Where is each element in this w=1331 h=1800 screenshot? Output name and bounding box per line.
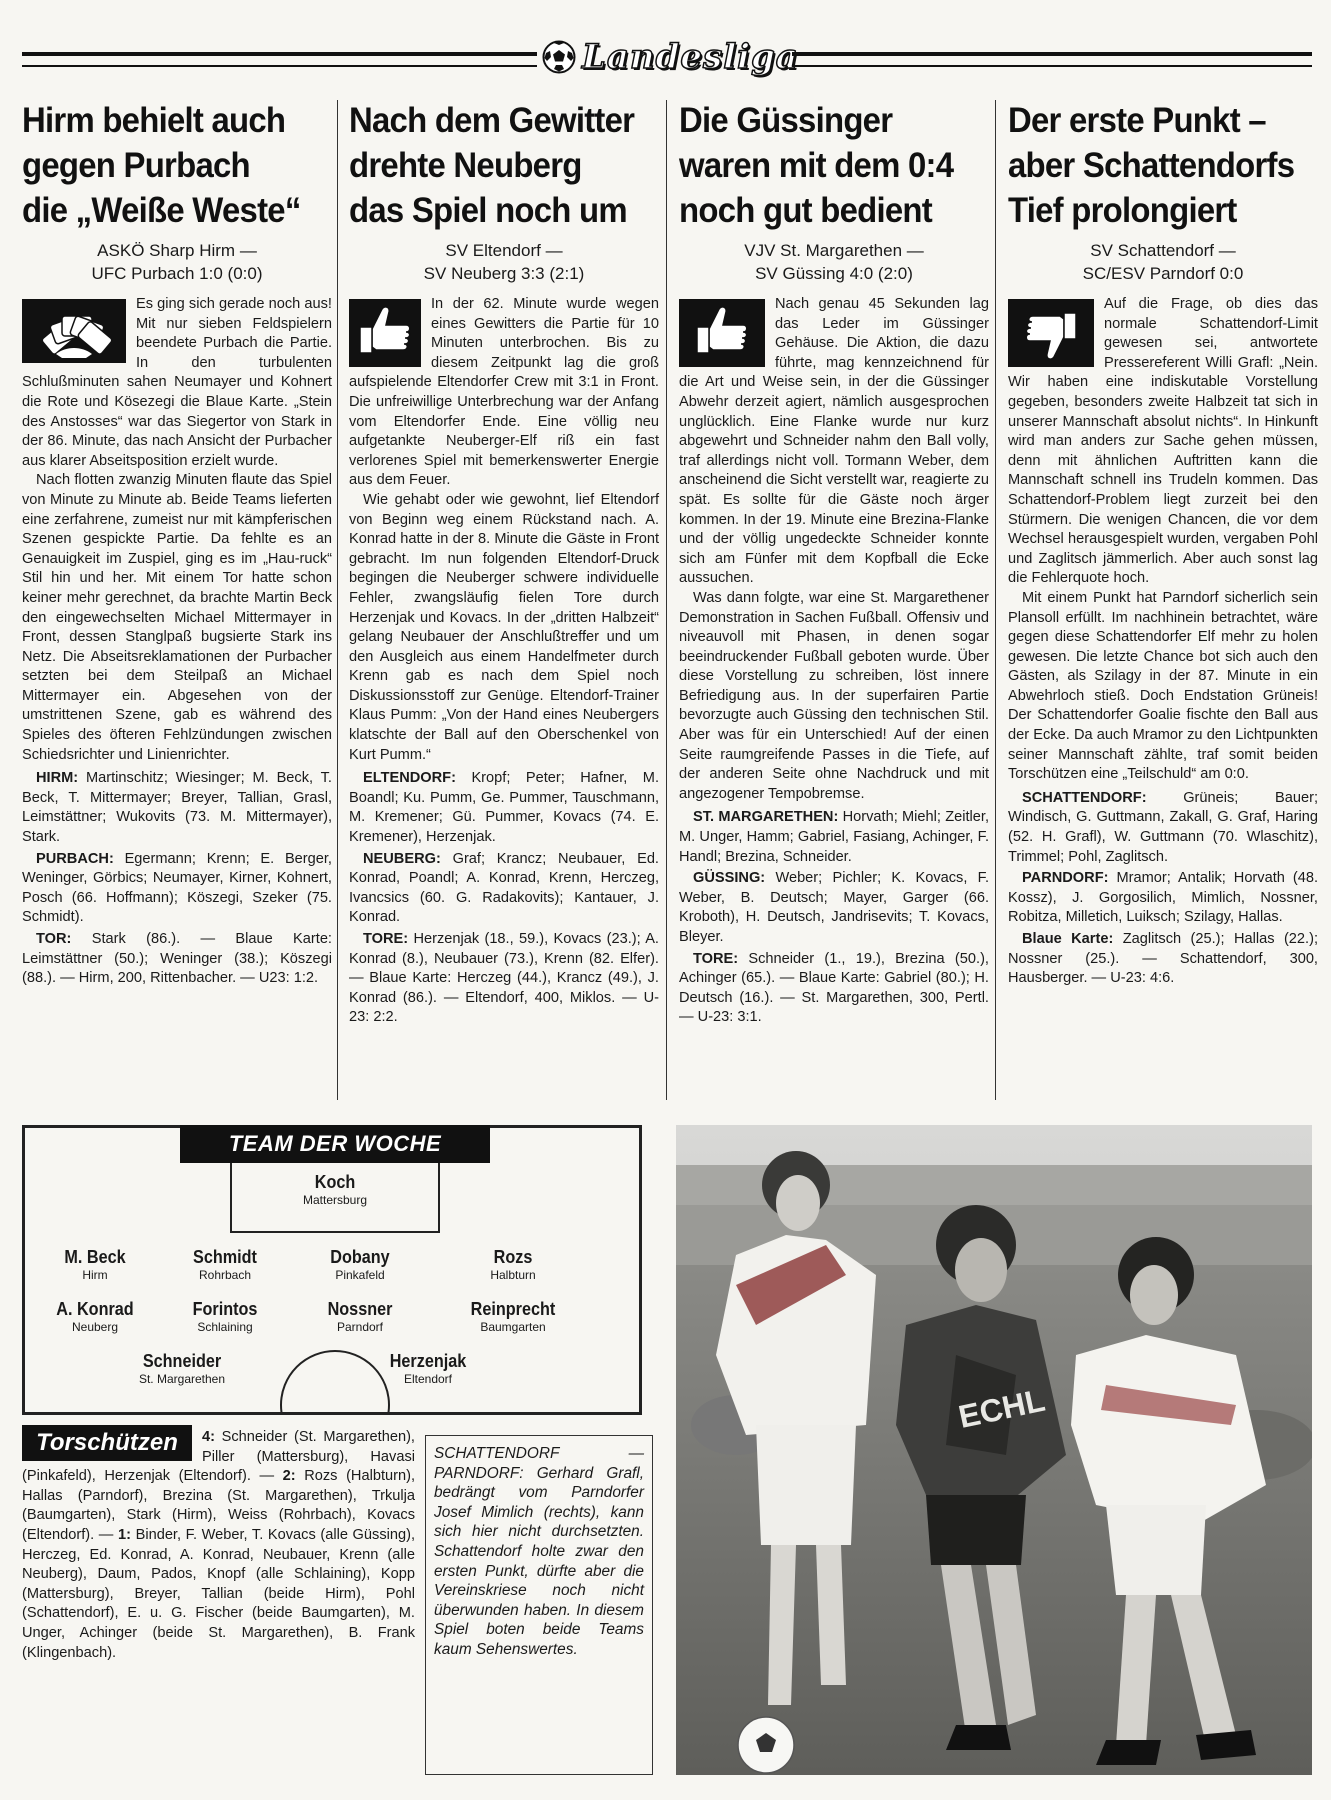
article-schattendorf-parndorf <box>1008 98 1318 991</box>
article-paragraph: Was dann folgte, war eine St. Margarethener Demonstration in Sachen Fußball. Offensiv und niveauvoll mit Phasen, in denen sogar beeindruckender Fußball geboten wurde. Über diese Vorstellung zu schreiben, löst innere Befriedigung aus. In der superfairen Partie bevorzugte auch Güssing den technischen Stil. Aber was für ein Unterschied! Auf der einen Seite raumgreifende Passes in die Tiefe, auf der anderen Seite ohne Nachdruck und mit angezogener Tempobremse. <box>679 589 989 802</box>
team-of-the-week <box>22 1125 642 1415</box>
column-divider <box>666 100 667 1100</box>
player-name: Schneider <box>142 1351 222 1371</box>
player-name: Herzenjak <box>389 1351 467 1371</box>
thumbs-up-icon <box>679 299 765 367</box>
banner-title: Landesliga <box>582 37 799 77</box>
scorer-names: Binder, F. Weber, T. Kovacs (alle Güssing), Herczeg, Ed. Konrad, A. Konrad, Neubauer, Krenn (alle Neuberg), Daum, Pados, Knopf (alle Schlaining), Kopp (Mattersburg), Breyer, Tallian (beide Hirm), Pohl (Schattendorf), E. u. G. Fischer (beide Baumgarten), M. Unger, Achinger (beide St. Margarethen), B. Frank (Klingenbach). <box>22 1526 416 1661</box>
match-result <box>1008 239 1318 285</box>
lineup-label: ELTENDORF: <box>363 770 456 787</box>
player-club: Rohrbach <box>198 1268 252 1282</box>
match-home: SV Eltendorf — <box>445 241 563 260</box>
lineup-label: GÜSSING: <box>693 870 766 887</box>
goal-count-label: 2: <box>282 1468 296 1485</box>
player-name: A. Konrad <box>56 1299 134 1319</box>
lineup-text: Weber; Pichler; K. Kovacs, F. Weber, B. Deutsch; Mayer, Garger (66. Kroboth), H. Deutsch, Jandrisevits; T. Kovacs, Bleyer. <box>679 870 989 945</box>
lineup-label: TOR: <box>36 931 72 947</box>
goals-summary <box>22 930 332 989</box>
lineup-parndorf <box>1008 869 1318 928</box>
photo-caption-box <box>425 1435 653 1775</box>
player-club: Hirm <box>82 1268 108 1282</box>
cards-summary <box>1008 930 1318 989</box>
lineup-label: PURBACH: <box>36 850 114 867</box>
player-club: Eltendorf <box>403 1372 453 1386</box>
player-defender <box>275 1246 445 1283</box>
lineup-schattendorf <box>1008 789 1318 867</box>
team-of-week-title: TEAM DER WOCHE <box>180 1125 490 1163</box>
match-result <box>22 239 332 285</box>
player-defender <box>428 1246 598 1283</box>
goals-summary <box>349 930 659 1028</box>
article-paragraph: In der 62. Minute wurde wegen eines Gewitters die Partie für 10 Minuten unterbrochen. Bis zu diesem Zeitpunkt lag die groß aufspielende Eltendorfer Crew mit 3:1 in Front. Die unfreiwillige Unterbrechung war der Anfang vom Eltendorfer Ende. Eine völlig neu aufgetankte Neuberger-Elf riß ein fast verlorenes Spiel mit bemerkenswerter Energie aus dem Feuer. <box>349 296 659 489</box>
article-headline: Hirm behielt auch gegen Purbach die „Weiße Weste“ <box>22 101 301 230</box>
article-headline: Nach dem Gewitter drehte Neuberg das Spiel noch um <box>349 101 635 230</box>
lineups <box>1008 789 1318 989</box>
article-body <box>22 295 332 765</box>
lineup-label: PARNDORF: <box>1022 870 1109 887</box>
player-name: Forintos <box>192 1299 258 1319</box>
lineups <box>349 769 659 1028</box>
lineup-text: Stark (86.). — Blaue Karte: Leimstättner (50.); Weninger (38.); Köszegi (88.). — Hirm, 200, Rittenbacher. — U23: 1:2. <box>22 931 332 987</box>
match-score: SV Güssing 4:0 (2:0) <box>755 264 913 283</box>
match-photo <box>676 1125 1312 1775</box>
article-headline: Die Güssinger waren mit dem 0:4 noch gut bedient <box>679 101 954 230</box>
player-name: Schmidt <box>193 1247 257 1267</box>
lineup-label: NEUBERG: <box>363 850 441 867</box>
article-paragraph: Auf die Frage, ob dies das normale Schattendorf-Limit gewesen sei, antwortete Pressereferent Willi Grafl: „Nein. Wir haben eine indiskutable Vorstellung gegeben, besonders zweite Halbzeit tat sich in unserer Mannschaft absolut nichts“. In Hinkunft wird man anders zur Sache gehen müssen, denn mit ähnlichen Auftritten kann die Mannschaft schnell ins Trudeln kommen. Das Schattendorf-Problem liegt zurzeit bei den Stürmern. Die wenigen Chancen, die vor dem Wechsel herausgespielt wurden, vergaben Pohl und Zaglitsch jämmerlich. Aber auch sonst lag die Fehlerquote hoch. <box>1008 296 1318 587</box>
lineup-text: Kropf; Peter; Hafner, M. Boandl; Ku. Pumm, Ge. Pummer, Tauschmann, M. Kremener; Gü. Pummer, Kovacs (74. E. Kremener), Herzenjak. <box>349 770 659 846</box>
article-margarethen-guessing <box>679 98 989 1030</box>
player-name: Reinprecht <box>470 1299 556 1319</box>
fan-icon <box>22 299 126 363</box>
article-paragraph: Nach flotten zwanzig Minuten flaute das Spiel von Minute zu Minute ab. Beide Teams lieferten eine zerfahrene, zumeist nur mit kämpferischen Szenen gespickte Partie. Da fehlte es an Genauigkeit im Zuspiel, ging es im „Hau-ruck“ Stil hin und her. Mit einem Tor hatte schon keiner mehr gerechnet, da brachte Martin Beck den eingewechselten Michael Mittermayer in Front, dessen Stanglpaß bugsierte Stark ins Netz. Die Abseitsreklamationen der Purbacher setzten bei dem Steilpaß an Michael Mittermayer ein. Abgesehen von der umstrittenen Szene, gab es während des Spieles des öfteren Fehlzündungen zwischen Schiedsrichter und Linienrichter. <box>22 472 332 763</box>
lineup-label: HIRM: <box>36 770 79 787</box>
lineup-label: ST. MARGARETHEN: <box>693 809 839 826</box>
player-name: Rozs <box>493 1247 533 1267</box>
lineup-margarethen <box>679 808 989 867</box>
lineup-text: Schneider (1., 19.), Brezina (50.), Achinger (65.). — Blaue Karte: Gabriel (80.); H. Deutsch (16.). — St. Margarethen, 300, Pertl. — U-23: 3:1. <box>679 950 989 1026</box>
match-home: VJV St. Margarethen — <box>744 241 924 260</box>
top-scorers-title: Torschützen <box>22 1425 192 1461</box>
article-paragraph: Es ging sich gerade noch aus! Mit nur sieben Feldspielern beendete Purbach die Partie. In den turbulenten Schlußminuten sahen Neumayer und Kohnert die Rote und Kösezegi die Blaue Karte. „Stein des Anstosses“ war das Siegertor von Stark in der 86. Minute, das nach Ansicht der Purbacher aus klarer Abseitsposition erzielt wurde. <box>22 296 332 469</box>
article-body <box>1008 295 1318 785</box>
player-goalkeeper <box>250 1171 420 1208</box>
lineup-label: TORE: <box>363 931 409 947</box>
article-hirm-purbach <box>22 98 332 991</box>
player-forward <box>97 1350 267 1387</box>
player-name: M. Beck <box>64 1247 126 1267</box>
lineup-label: Blaue Karte: <box>1022 931 1114 947</box>
player-club: Pinkafeld <box>335 1268 385 1282</box>
player-club: Neuberg <box>71 1320 119 1334</box>
banner-rule-left <box>22 52 537 67</box>
scorer-names: Rozs (Halbturn), Hallas (Parndorf), Brezina (St. Margarethen), Trkulja (Baumgarten), Stark (Hirm), Weiss (Rohrbach), Kovacs (Eltendorf). — <box>22 1468 416 1543</box>
lineups <box>22 769 332 989</box>
scorer-names: Schneider (St. Margarethen), Piller (Mattersburg), Havasi (Pinkafeld), Herzenjak (Eltendorf). — <box>22 1429 415 1485</box>
lineup-text: Grüneis; Bauer; Windisch, G. Guttmann, Zakall, G. Graf, Haring (52. H. Grafl), W. Guttmann (70. Wlaschitz), Trimmel; Pohl, Zaglitsch. <box>1008 789 1318 865</box>
player-club: Parndorf <box>336 1320 384 1334</box>
top-scorers-list <box>22 1428 415 1663</box>
player-club: Halbturn <box>490 1268 536 1282</box>
article-paragraph: Nach genau 45 Sekunden lag das Leder im Güssinger Gehäuse. Die Aktion, die dazu führte, mag kennzeichnend für die Art und Weise sein, in der die Güssinger Abwehr derzeit agiert, nämlich ausgesprochen unglücklich. Eine Flanke wurde nur kurz abgewehrt und Schneider nahm den Ball volly, traf allerdings nicht voll. Tormann Weber, dem anscheinend die Sicht verstellt war, reagierte zu spät. Es sollte für die Gäste noch ärger kommen. In der 19. Minute eine Brezina-Flanke und der völlig ungedeckte Schneider konnte sich am Fünfer mit dem Kopfball die Ecke aussuchen. <box>679 296 989 587</box>
photo-caption: SCHATTENDORF — PARNDORF: Gerhard Grafl, bedrängt vom Parndorfer Josef Mimlich (rechts), kann sich hier nicht durchsetzten. Schattendorf holte zwar den ersten Punkt, dürfte aber die Vereinskriese noch nicht überwunden haben. In diesem Spiel boten beide Teams kaum Sehenswertes. <box>434 1445 644 1658</box>
player-midfielder <box>275 1298 445 1335</box>
thumbs-down-icon <box>1008 299 1094 367</box>
lineup-label: TORE: <box>693 950 739 967</box>
lineup-eltendorf <box>349 769 659 847</box>
football-icon <box>542 40 576 74</box>
lineup-purbach <box>22 850 332 928</box>
lineups <box>679 808 989 1028</box>
article-body <box>679 295 989 804</box>
player-name: Koch <box>314 1172 356 1192</box>
banner-rule-right <box>792 52 1312 67</box>
goal-count-label: 4: <box>202 1429 215 1445</box>
article-paragraph: Mit einem Punkt hat Parndorf sicherlich sein Plansoll erfüllt. Im nachhinein betrachtet, wäre gegen diese Schattendorfer Elf mehr zu holen gewesen. Die letzte Chance bot sich auch den Gästen, als Szilagy in der 87. Minute in ein Abwehrloch stieß. Doch Endstation Grüneis! Der Schattendorfer Goalie fischte den Ball aus der Ecke. Da auch Mramor zu den Lichtpunkten seiner Mannschaft zählte, traf somit beiden Torschützen eine „Teilschuld“ am 0:0. <box>1008 589 1318 783</box>
player-club: Schlaining <box>197 1320 253 1334</box>
player-name: Nossner <box>327 1299 393 1319</box>
goals-summary <box>679 950 989 1028</box>
lineup-neuberg <box>349 850 659 928</box>
player-name: Dobany <box>330 1247 390 1267</box>
match-result <box>349 239 659 285</box>
player-forward <box>343 1350 513 1387</box>
match-home: SV Schattendorf — <box>1090 241 1236 260</box>
player-club: Baumgarten <box>480 1320 546 1334</box>
player-midfielder <box>428 1298 598 1335</box>
lineup-text: Horvath; Miehl; Zeitler, M. Unger, Hamm; Gabriel, Fasiang, Achinger, F. Handl; Brezina, Schneider. <box>679 809 990 865</box>
article-body <box>349 295 659 765</box>
match-photo-illustration <box>676 1125 1312 1775</box>
article-headline: Der erste Punkt – aber Schattendorfs Tief prolongiert <box>1008 101 1295 230</box>
section-banner <box>22 36 1312 80</box>
jersey-text: ECHL <box>955 1381 1048 1435</box>
column-divider <box>337 100 338 1100</box>
lineup-text: Graf; Krancz; Neubauer, Ed. Konrad, Poandl; A. Konrad, Krenn, Herczeg, Ivancsics (60. G. Radakovits); Kantauer, J. Konrad. <box>349 850 659 926</box>
player-club: St. Margarethen <box>138 1372 226 1386</box>
goal-count-label: 1: <box>118 1526 131 1543</box>
lineup-text: Zaglitsch (25.); Hallas (22.); Nossner (25.). — Schattendorf, 300, Hausberger. — U-23: 4:6. <box>1008 931 1319 987</box>
player-club: Mattersburg <box>302 1193 368 1207</box>
lineup-text: Egermann; Krenn; E. Berger, Weninger, Görbics; Neumayer, Kirner, Kohnert, Posch (66. Hoffmann); Köszegi, Szeker (75. Schmidt). <box>22 850 332 926</box>
lineup-hirm <box>22 769 332 847</box>
match-result <box>679 239 989 285</box>
lineup-text: Herzenjak (18., 59.), Kovacs (23.); A. Konrad (8.), Neubauer (73.), Krenn (82. Elfer). — Blaue Karte: Herczeg (44.), Krancz (49.), J. Konrad (86.). — Eltendorf, 400, Miklos. — U-23: 2:2. <box>349 931 659 1026</box>
article-eltendorf-neuberg <box>349 98 659 1030</box>
column-divider <box>995 100 996 1100</box>
lineup-text: Martinschitz; Wiesinger; M. Beck, T. Beck, T. Mittermayer; Breyer, Tallian, Grasl, Leimstättner; Wukovits (73. M. Mittermayer), Stark. <box>22 770 332 846</box>
lineup-text: Mramor; Antalik; Horvath (48. Kossz), J. Gorgosilich, Mimlich, Nossner, Robitza, Milletich, Luiksch; Szilagy, Hallas. <box>1008 870 1318 926</box>
match-score: SC/ESV Parndorf 0:0 <box>1082 264 1244 283</box>
match-home: ASKÖ Sharp Hirm — <box>97 241 257 260</box>
article-paragraph: Wie gehabt oder wie gewohnt, lief Eltendorf von Beginn weg einem Rückstand nach. A. Konrad hatte in der 8. Minute die Gäste in Front gebracht. Im nun folgenden Eltendorf-Druck begingen die Neuberger schwere individuelle Fehler, zwangsläufig fielen Tore durch Herzenjak und Kovacs. In der „dritten Halbzeit“ gelang Neubauer der Anschlußtreffer und um den Ausgleich aus einem Handelfmeter durch Krenn gab es nach dem Spiel noch Diskussionsstoff zur Genüge. Eltendorf-Trainer Klaus Pumm: „Von der Hand eines Neubergers klatschte der Ball auf den Oberschenkel von Kurt Pumm.“ <box>349 491 659 763</box>
thumbs-up-icon <box>349 299 421 367</box>
lineup-label: SCHATTENDORF: <box>1022 789 1147 806</box>
lineup-guessing <box>679 869 989 947</box>
match-score: SV Neuberg 3:3 (2:1) <box>423 264 585 283</box>
match-score: UFC Purbach 1:0 (0:0) <box>91 264 263 283</box>
